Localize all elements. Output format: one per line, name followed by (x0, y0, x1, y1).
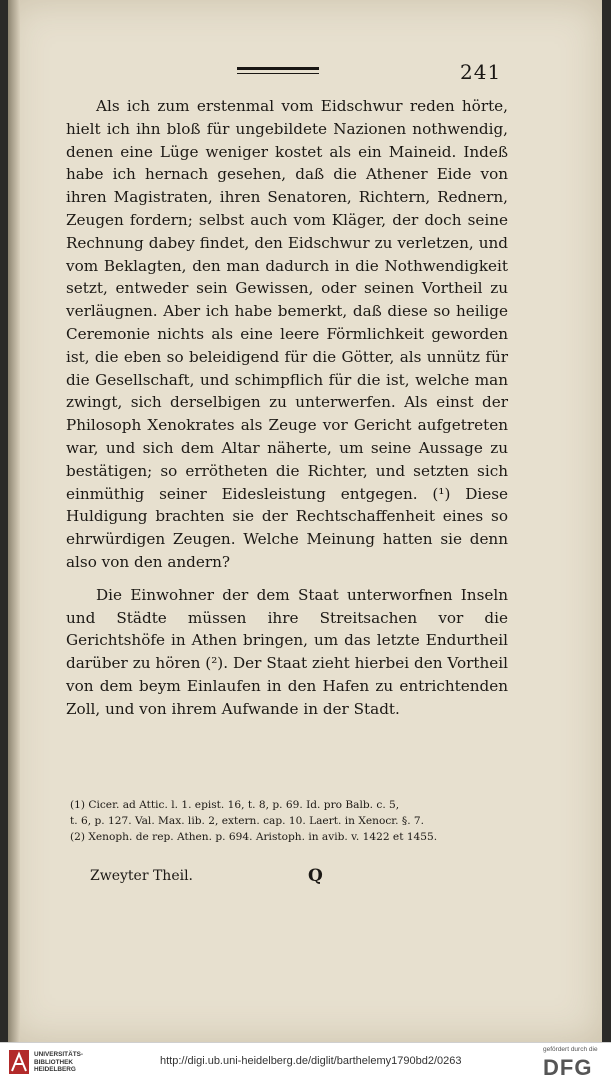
page-number: 241 (460, 60, 502, 84)
header-rule (237, 67, 319, 74)
footnote-line: t. 6, p. 127. Val. Max. lib. 2, extern. cap. 10. Laert. in Xenocr. §. 7. (70, 815, 425, 827)
body-text (66, 95, 508, 721)
book-page (8, 0, 602, 1042)
paragraph: Als ich zum erstenmal vom Eidschwur reden hörte, hielt ich ihn bloß für ungebildete Nazionen nothwendig, denen eine Lüge weniger kostet als ein Maineid. Indeß habe ich hernach gesehen, daß die Athener Eide von ihren Magistraten, ihren Senatoren, Richtern, Rednern, Zeugen fordern; selbst auch vom Kläger, der doch seine Rechnung dabey findet, den Eidschwur zu verletzen, und vom Beklagten, den man dadurch in die Nothwendigkeit setzt, entweder sein Gewissen, oder seinen Vortheil zu verläugnen. Aber ich habe bemerkt, daß diese so heilige Ceremonie nichts als eine leere Förmlichkeit geworden ist, die eben so beleidigend für die Götter, als unnütz für die Gesellschaft, und schimpflich für die ist, welche man zwingt, sich derselbigen zu unterwerfen. Als einst der Philosoph Xenokrates als Zeuge vor Gericht aufgetreten war, und sich dem Altar näherte, um seine Aussage zu bestätigen; so errötheten die Richter, und setzten sich einmüthig seiner Eidesleistung entgegen. (¹) Diese Huldigung brachten sie der Rechtschaffenheit eines so ehrwürdigen Zeugen. Welche Meinung hatten sie denn also von den andern? (66, 97, 508, 571)
footnote-line: (1) Cicer. ad Attic. l. 1. epist. 16, t. 8, p. 69. Id. pro Balb. c. 5, (70, 799, 400, 811)
permalink-url[interactable]: http://digi.ub.uni-heidelberg.de/diglit/barthelemy1790bd2/0263 (160, 1055, 462, 1067)
signature-mark: Q (308, 866, 323, 886)
funded-by-label: gefördert durch die (543, 1046, 598, 1053)
viewer-footer (0, 1042, 611, 1083)
library-logo-text: UNIVERSITÄTS- BIBLIOTHEK HEIDELBERG (34, 1051, 83, 1074)
dfg-logo: DFG (543, 1055, 593, 1080)
printer-signature: Zweyter Theil. (90, 868, 194, 884)
university-seal-icon (8, 1049, 30, 1075)
footnotes (70, 797, 515, 845)
page-spine-shadow (8, 0, 20, 1042)
paragraph: Die Einwohner der dem Staat unterworfnen Inseln und Städte müssen ihre Streitsachen vor die Gerichtshöfe in Athen bringen, um das letzte Endurtheil darüber zu hören (²). Der Staat zieht hierbei den Vortheil von dem beym Einlaufen in den Hafen zu entrichtenden Zoll, und von ihrem Aufwande in der Stadt. (66, 585, 508, 718)
footnote-line: (2) Xenoph. de rep. Athen. p. 694. Aristoph. in avib. v. 1422 et 1455. (70, 831, 438, 843)
